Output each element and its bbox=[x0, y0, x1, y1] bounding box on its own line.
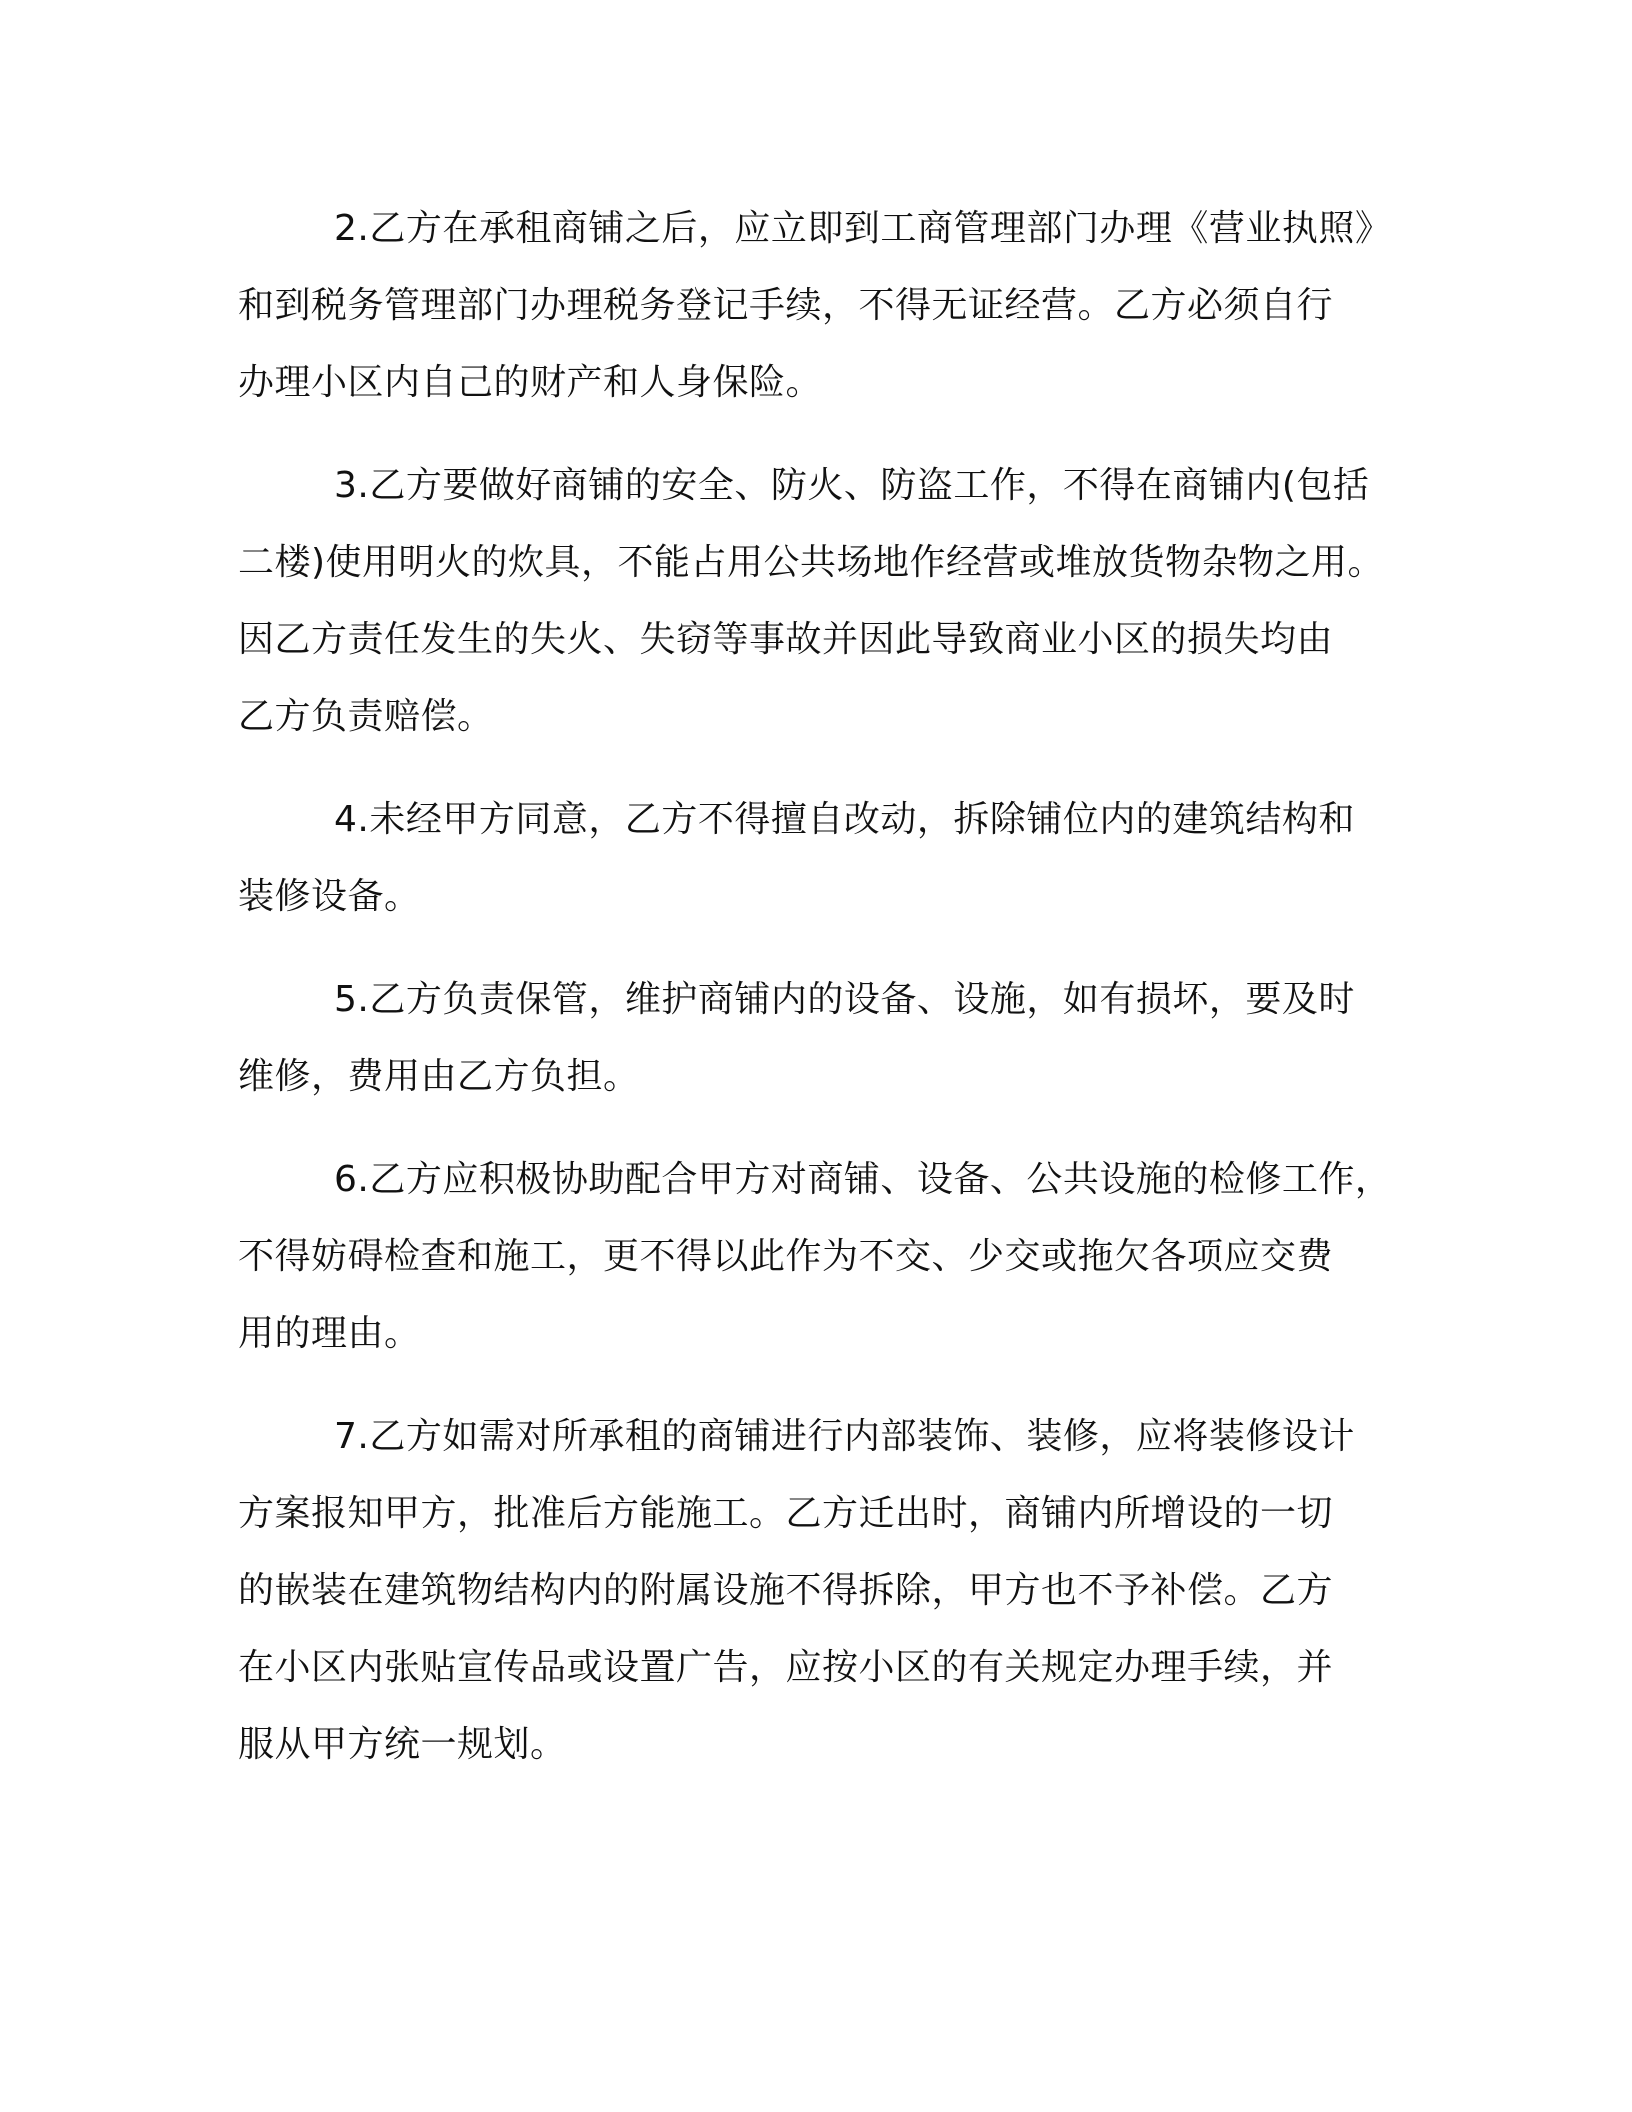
text-line: 2.乙方在承租商铺之后，应立即到工商管理部门办理《营业执照》 bbox=[334, 208, 1392, 249]
text-line: 因乙方责任发生的失火、失窃等事故并因此导致商业小区的损失均由 bbox=[238, 619, 1334, 660]
text-line: 6.乙方应积极协助配合甲方对商铺、设备、公共设施的检修工作， bbox=[334, 1159, 1392, 1200]
text-line: 二楼)使用明火的炊具，不能占用公共场地作经营或堆放货物杂物之用。 bbox=[238, 542, 1385, 583]
text-line: 和到税务管理部门办理税务登记手续，不得无证经营。乙方必须自行 bbox=[238, 285, 1334, 326]
document-body bbox=[238, 190, 1398, 1809]
text-line: 服从甲方统一规划。 bbox=[238, 1724, 567, 1765]
text-line: 3.乙方要做好商铺的安全、防火、防盗工作，不得在商铺内(包括 bbox=[334, 465, 1370, 506]
text-line: 装修设备。 bbox=[238, 876, 421, 917]
text-line: 维修，费用由乙方负担。 bbox=[238, 1056, 640, 1097]
clause-3 bbox=[238, 447, 1398, 755]
text-line: 乙方负责赔偿。 bbox=[238, 696, 494, 737]
clause-4 bbox=[238, 781, 1398, 935]
text-line: 7.乙方如需对所承租的商铺进行内部装饰、装修，应将装修设计 bbox=[334, 1416, 1355, 1457]
clause-2 bbox=[238, 190, 1398, 421]
clause-6 bbox=[238, 1141, 1398, 1372]
text-line: 5.乙方负责保管，维护商铺内的设备、设施，如有损坏，要及时 bbox=[334, 979, 1355, 1020]
text-line: 不得妨碍检查和施工，更不得以此作为不交、少交或拖欠各项应交费 bbox=[238, 1236, 1334, 1277]
text-line: 方案报知甲方，批准后方能施工。乙方迁出时，商铺内所增设的一切 bbox=[238, 1493, 1334, 1534]
text-line: 4.未经甲方同意，乙方不得擅自改动，拆除铺位内的建筑结构和 bbox=[334, 799, 1355, 840]
text-line: 的嵌装在建筑物结构内的附属设施不得拆除，甲方也不予补偿。乙方 bbox=[238, 1570, 1334, 1611]
text-line: 在小区内张贴宣传品或设置广告，应按小区的有关规定办理手续，并 bbox=[238, 1647, 1334, 1688]
clause-5 bbox=[238, 961, 1398, 1115]
text-line: 用的理由。 bbox=[238, 1313, 421, 1354]
text-line: 办理小区内自己的财产和人身保险。 bbox=[238, 362, 823, 403]
clause-7 bbox=[238, 1398, 1398, 1783]
